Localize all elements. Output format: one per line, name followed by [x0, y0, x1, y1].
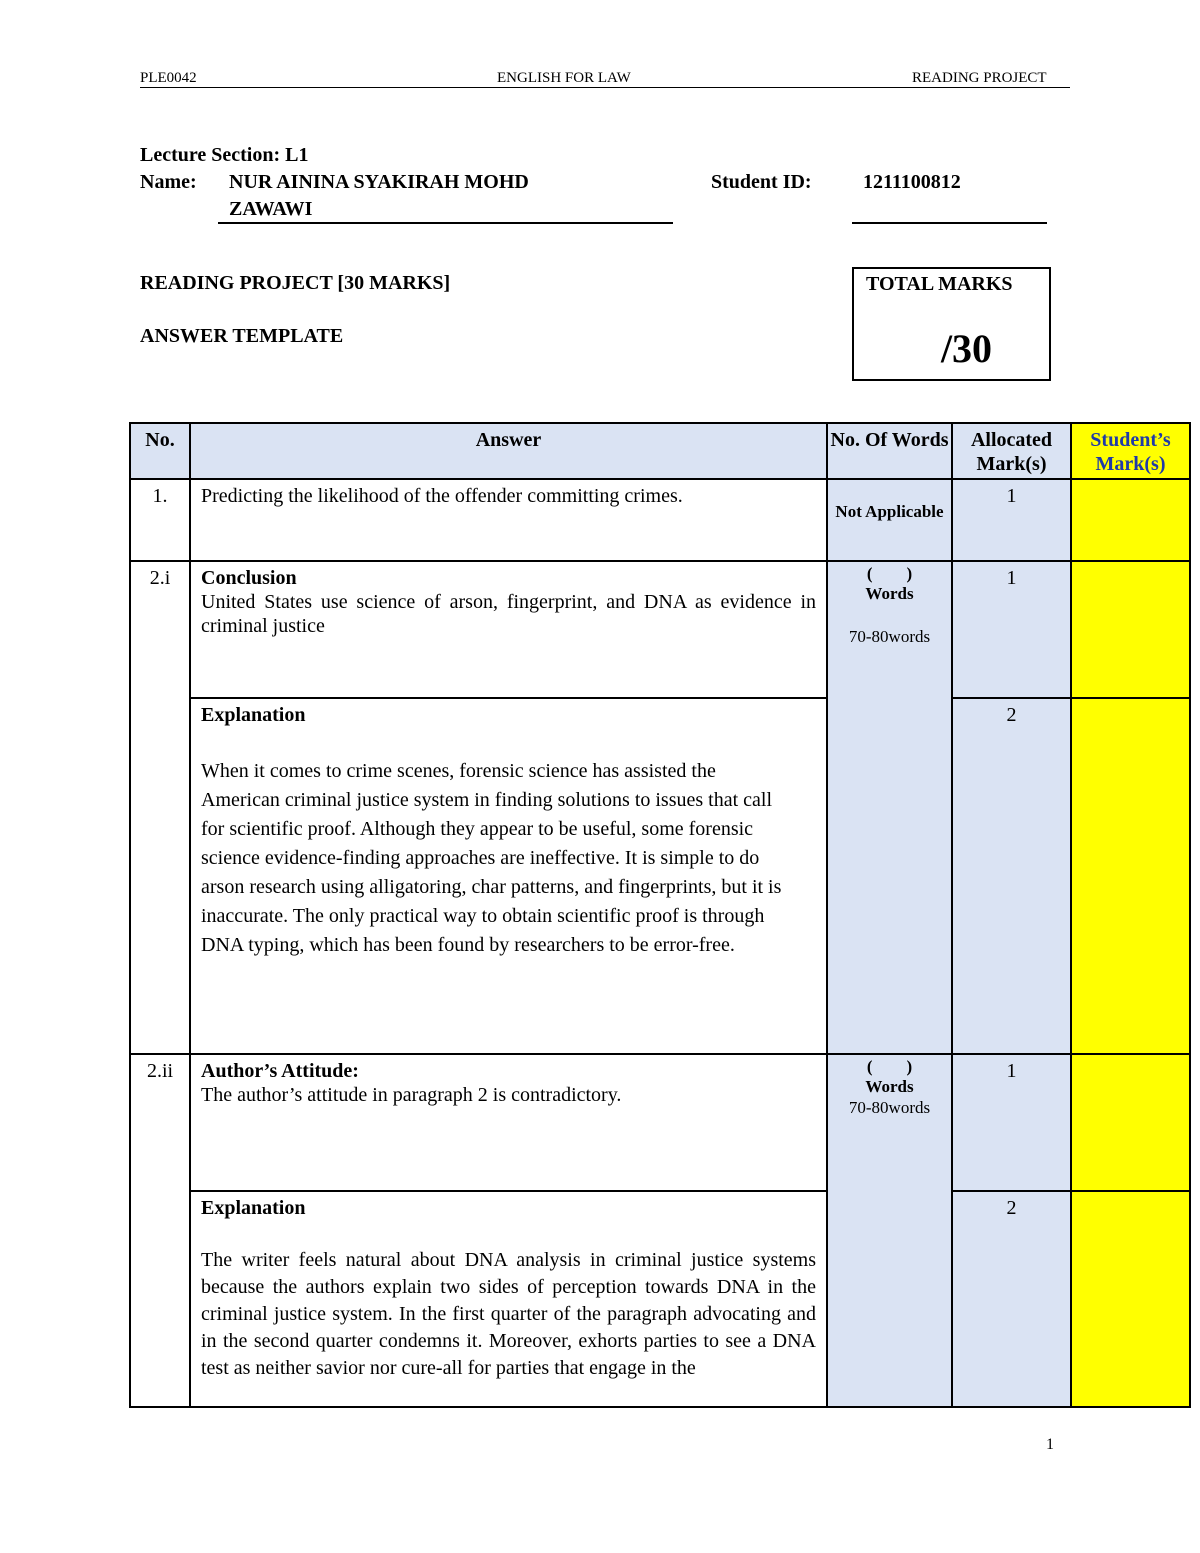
- lecture-section: Lecture Section: L1: [140, 144, 309, 166]
- allocated-mark-cell: 1: [952, 1054, 1071, 1191]
- header-rule: [140, 87, 1070, 88]
- word-count-range: 70-80words: [848, 1097, 931, 1117]
- table-row: [130, 479, 1190, 561]
- student-mark-cell[interactable]: [1071, 1191, 1190, 1407]
- total-marks-box: [852, 267, 1051, 381]
- answer-cell: [190, 561, 827, 698]
- total-marks-value: /30: [940, 326, 993, 371]
- student-name-line2: ZAWAWI: [229, 198, 313, 220]
- explanation-clip: [201, 1196, 816, 1402]
- header-word-count: No. Of Words: [827, 423, 952, 479]
- name-label: Name:: [140, 171, 197, 193]
- header-answer: Answer: [190, 423, 827, 479]
- attitude-text: The author’s attitude in paragraph 2 is contradictory.: [201, 1084, 622, 1106]
- total-marks-label: TOTAL MARKS: [866, 273, 1013, 295]
- word-count-cell: [827, 561, 952, 1054]
- explanation-text: The writer feels natural about DNA analysis in criminal justice systems because the authors explain two sides of perception towards DNA in the criminal justice system. In the first quarter of the paragraph advocating and in the second quarter condemns it. Moreover, exhorts parties to see a DNA test as neither savior nor cure-all for parties that engage in the: [201, 1249, 816, 1379]
- answer-cell: [190, 1054, 827, 1191]
- explanation-text: When it comes to crime scenes, forensic science has assisted the American criminal justice system in finding solutions to issues that call for scientific proof. Although they appear to be useful, some forensic science evidence-finding approaches are ineffective. It is simple to do arson research using alligatoring, char patterns, and fingerprints, but it is inaccurate. The only practical way to obtain scientific proof is through DNA typing, which has been found by researchers to be error-free.: [201, 760, 782, 956]
- row-number: 1.: [130, 479, 190, 561]
- student-mark-cell[interactable]: [1071, 698, 1190, 1054]
- word-count-label: Words: [865, 584, 914, 604]
- allocated-mark-cell: 1: [952, 479, 1071, 561]
- student-mark-cell[interactable]: [1071, 561, 1190, 698]
- answer-cell: [190, 1191, 827, 1407]
- answer-cell: [190, 698, 827, 1054]
- header-project: READING PROJECT: [912, 70, 1047, 86]
- student-id-label: Student ID:: [711, 171, 812, 193]
- word-count-blank: ( ): [866, 564, 913, 583]
- row-number: 2.i: [130, 561, 190, 1054]
- explanation-heading: Explanation: [201, 704, 306, 726]
- header-allocated-marks: Allocated Mark(s): [952, 423, 1071, 479]
- conclusion-heading: Conclusion: [201, 567, 297, 589]
- header-course-code: PLE0042: [140, 70, 197, 86]
- template-title: ANSWER TEMPLATE: [140, 325, 344, 347]
- project-title: READING PROJECT [30 MARKS]: [140, 272, 451, 294]
- page-number: 1: [1046, 1436, 1054, 1453]
- explanation-heading: Explanation: [201, 1197, 306, 1219]
- name-underline: [218, 222, 673, 224]
- table-row: [130, 561, 1190, 698]
- attitude-heading: Author’s Attitude:: [201, 1060, 359, 1082]
- allocated-mark-cell: 2: [952, 1191, 1071, 1407]
- table-header-row: [130, 423, 1190, 479]
- header-student-marks: Student’s Mark(s): [1071, 423, 1190, 479]
- table-row: [130, 698, 1190, 1054]
- word-count-range: 70-80words: [848, 626, 931, 646]
- word-count-cell: Not Applicable: [827, 479, 952, 561]
- table-row: [130, 1054, 1190, 1191]
- header-no: No.: [130, 423, 190, 479]
- answer-table: [129, 422, 1191, 1408]
- table-row: [130, 1191, 1190, 1407]
- conclusion-text: United States use science of arson, fingerprint, and DNA as evidence in criminal justice: [201, 591, 816, 637]
- word-count-label: Words: [865, 1077, 914, 1097]
- student-id-value: 1211100812: [863, 171, 961, 193]
- student-mark-cell[interactable]: [1071, 1054, 1190, 1191]
- word-count-blank: ( ): [866, 1057, 913, 1076]
- allocated-mark-cell: 2: [952, 698, 1071, 1054]
- answer-cell: Predicting the likelihood of the offender committing crimes.: [190, 479, 827, 561]
- allocated-mark-cell: 1: [952, 561, 1071, 698]
- word-count-cell: [827, 1054, 952, 1407]
- student-mark-cell[interactable]: [1071, 479, 1190, 561]
- student-name-line1: NUR AININA SYAKIRAH MOHD: [229, 171, 529, 193]
- header-course-name: ENGLISH FOR LAW: [497, 70, 631, 86]
- student-id-underline: [852, 222, 1047, 224]
- row-number: 2.ii: [130, 1054, 190, 1407]
